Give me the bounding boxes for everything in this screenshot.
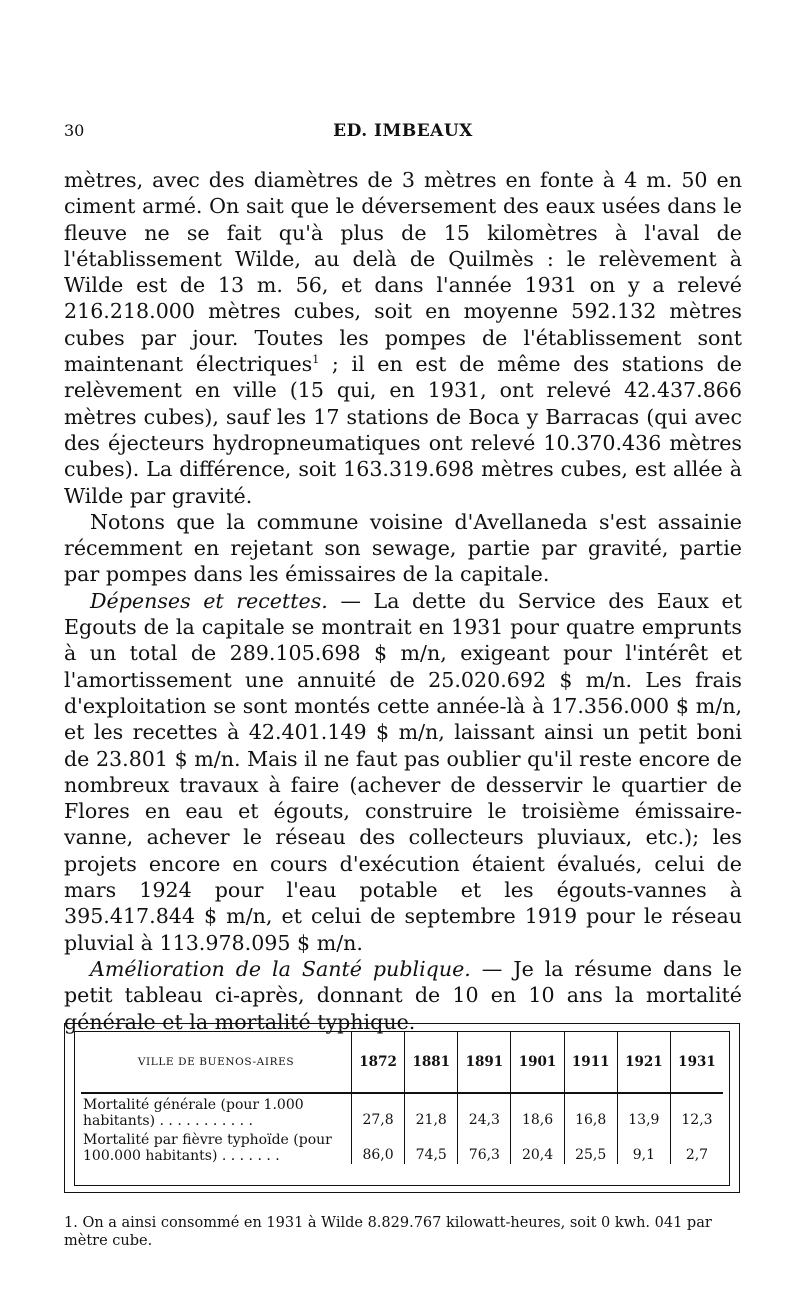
paragraph-1-continuation: ; il en est de même des stations de relèvement en ville (15 qui, en 1931, ont relevé 42.437.866 mètres cubes), sauf les 17 stations de Boca y Barracas (qui avec des éjecteurs hydropneumatiques ont relevé 10.370.436 mètres cubes). La différence, soit 163.319.698 mètres cubes, est allée à Wilde par gravité. (64, 352, 742, 508)
table-cell: 16,8 (564, 1093, 617, 1129)
table-header-row (81, 1032, 723, 1093)
table-cell: 21,8 (405, 1093, 458, 1129)
table-cell: 27,8 (352, 1093, 405, 1129)
paragraph-2: Notons que la commune voisine d'Avellaneda s'est assainie récemment en rejetant son sewage, partie par gravité, partie par pompes dans les émissaires de la capitale. (64, 509, 742, 587)
table-corner-label: VILLE DE BUENOS-AIRES (81, 1032, 352, 1093)
table-cell: 24,3 (458, 1093, 511, 1129)
table-cell: 18,6 (511, 1093, 564, 1129)
table-cell: 12,3 (670, 1093, 723, 1129)
body-text (64, 167, 742, 1035)
table-cell: 2,7 (670, 1129, 723, 1164)
year-header: 1881 (405, 1032, 458, 1093)
running-head: ED. IMBEAUX (333, 121, 473, 141)
mortality-table-frame (64, 1023, 740, 1193)
page-header (64, 121, 742, 145)
mortality-table-inner-frame (74, 1031, 730, 1186)
table-cell: 9,1 (617, 1129, 670, 1164)
paragraph-1-text: mètres, avec des diamètres de 3 mètres en fonte à 4 m. 50 en ciment armé. On sait que le déversement des eaux usées dans le fleuve ne se fait qu'à plus de 15 kilomètres à l'aval de l'établissement Wilde, au delà de Quilmès : le relèvement à Wilde est de 13 m. 56, et dans l'année 1931 on y a relevé 216.218.000 mètres cubes, soit en moyenne 592.132 mètres cubes par jour. Toutes les pompes de l'établissement sont maintenant électriques (64, 168, 742, 377)
table-row (81, 1093, 723, 1129)
paragraph-1 (64, 167, 742, 509)
paragraph-4-text: — Je la résume dans le petit tableau ci-après, donnant de 10 en 10 ans la mortalité générale et la mortalité typhique. (64, 956, 742, 1034)
table-cell: 13,9 (617, 1093, 670, 1129)
paragraph-3 (64, 588, 742, 956)
paragraph-3-text: — La dette du Service des Eaux et Egouts de la capitale se montrait en 1931 pour quatre emprunts à un total de 289.105.698 $ m/n, exigeant pour l'intérêt et l'amortissement une annuité de 25.020.692 $ m/n. Les frais d'exploitation se sont montés cette année-là à 17.356.000 $ m/n, et les recettes à 42.401.149 $ m/n, laissant ainsi un petit boni de 23.801 $ m/n. Mais il ne faut pas oublier qu'il reste encore de nombreux travaux à faire (achever de desservir le quartier de Flores en eau et égouts, construire le troisième émissaire-vanne, achever le réseau des collecteurs pluviaux, etc.); les projets encore en cours d'exécution étaient évalués, celui de mars 1924 pour l'eau potable et les égouts-vannes à 395.417.844 $ m/n, et celui de septembre 1919 pour le réseau pluvial à 113.978.095 $ m/n. (64, 588, 742, 955)
year-header: 1911 (564, 1032, 617, 1093)
section-heading-sante: Amélioration de la Santé publique. (90, 956, 471, 981)
year-header: 1931 (670, 1032, 723, 1093)
table-cell: 74,5 (405, 1129, 458, 1164)
page-number: 30 (64, 121, 85, 140)
section-heading-depenses: Dépenses et recettes. (90, 588, 328, 613)
table-row (81, 1129, 723, 1164)
year-header: 1872 (352, 1032, 405, 1093)
table-cell: 25,5 (564, 1129, 617, 1164)
mortality-table (81, 1032, 723, 1164)
footnote: 1. On a ainsi consommé en 1931 à Wilde 8.829.767 kilowatt-heures, soit 0 kwh. 041 par mètre cube. (64, 1215, 712, 1249)
year-header: 1921 (617, 1032, 670, 1093)
row-label-general-mortality: Mortalité générale (pour 1.000 habitants) . . . . . . . . . . . (83, 1097, 304, 1129)
year-header: 1891 (458, 1032, 511, 1093)
table-cell: 86,0 (352, 1129, 405, 1164)
table-cell: 20,4 (511, 1129, 564, 1164)
table-cell: 76,3 (458, 1129, 511, 1164)
year-header: 1901 (511, 1032, 564, 1093)
row-label-typhoid-mortality: Mortalité par fièvre typhoïde (pour 100.000 habitants) . . . . . . . (83, 1132, 332, 1164)
footnote-marker: 1 (312, 353, 320, 367)
